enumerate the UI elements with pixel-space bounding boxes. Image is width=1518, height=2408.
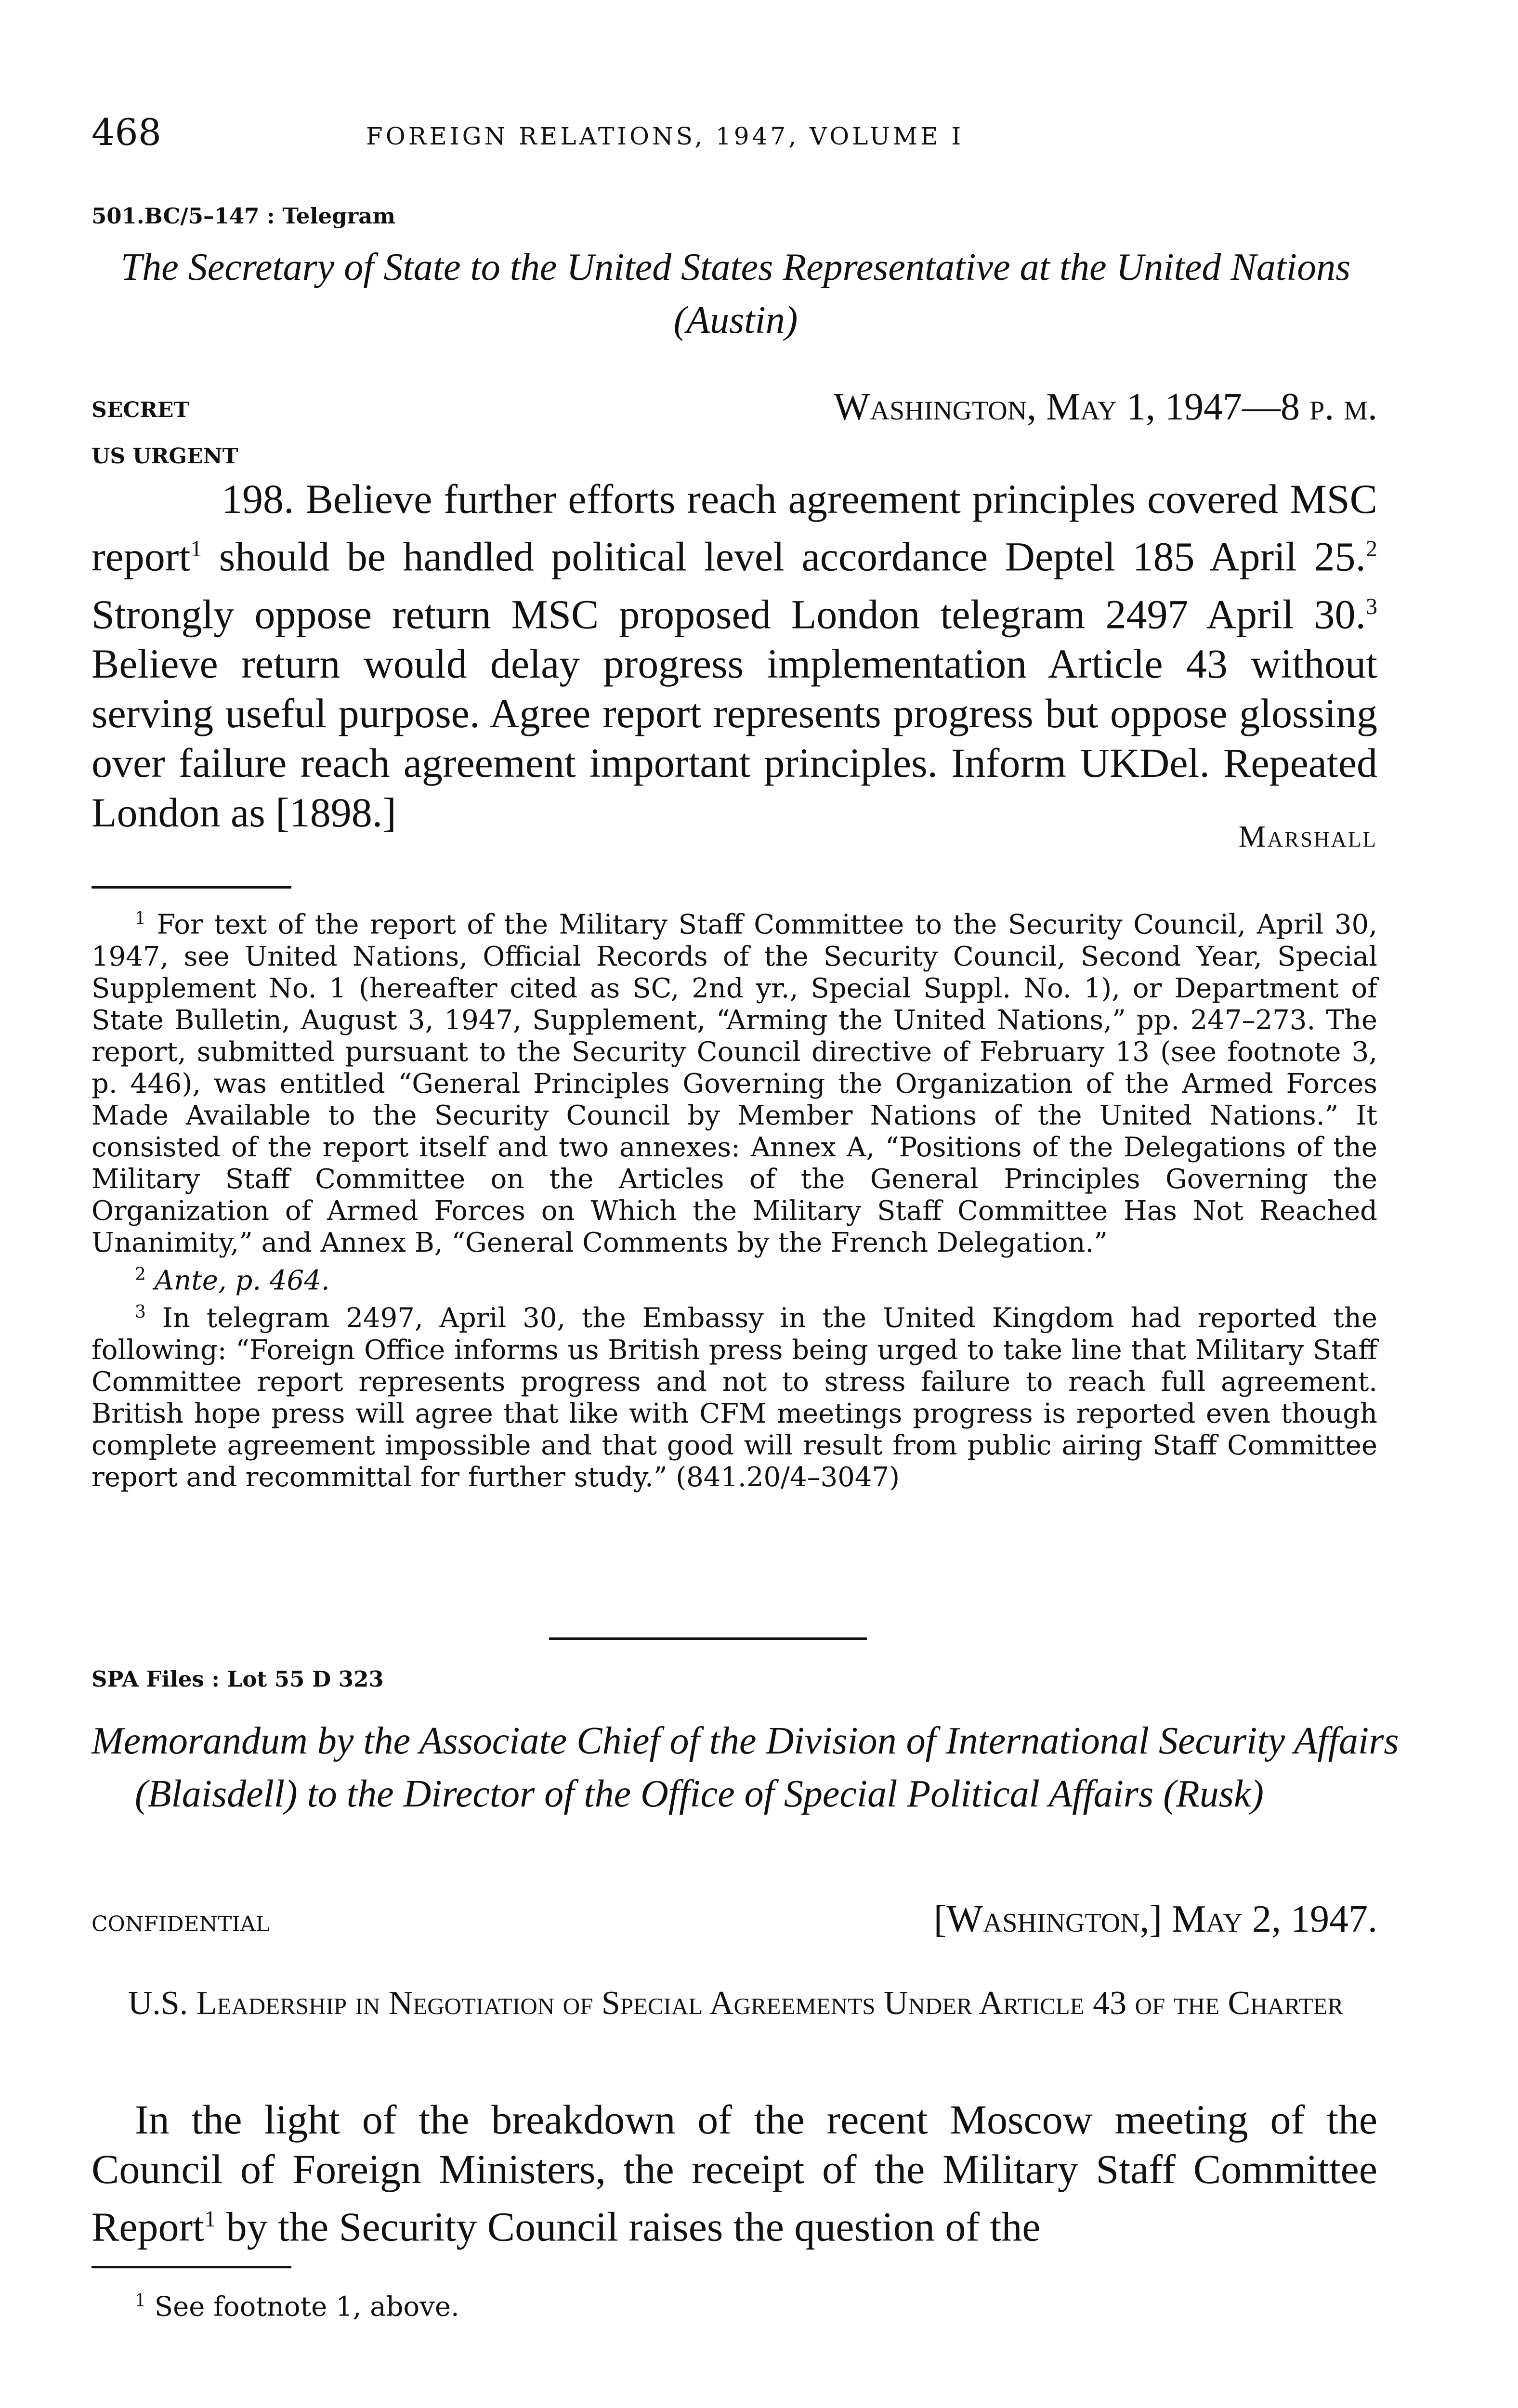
footnote-divider (92, 886, 291, 889)
footnote-2-number: 2 (135, 1264, 146, 1284)
footnote-3 (92, 1296, 1377, 1493)
doc2-footnote-ref-1: 1 (204, 2206, 216, 2232)
doc2-footnote-divider (92, 2266, 291, 2268)
doc1-signature: Marshall (1238, 819, 1377, 853)
doc2-footnotes (92, 2285, 1377, 2323)
page-number: 468 (92, 111, 162, 154)
footnote-3-text: In telegram 2497, April 30, the Embassy in the United Kingdom had reported the following: “Foreign Office informs us British press being urged to take line that Military Staff Committee report represents progress and not to stress failure to reach full agreement. British hope press will agree that like with CFM meetings progress is reported even though complete agreement impossible and that good will result from public airing Staff Committee report and recommittal for further study.” (841.20/4–3047) (92, 1302, 1377, 1493)
footnote-1-text: For text of the report of the Military Staff Committee to the Security Council, April 30, 1947, see United Nations, Official Records of the Security Council, Second Year, Special Supplement No. 1 (hereafter cited as SC, 2nd yr., Special Suppl. No. 1), or Department of State Bulletin, August 3, 1947, Supplement, “Arming the United Nations,” pp. 247–273. The report, submitted pursuant to the Security Council directive of February 13 (see footnote 3, p. 446), was entitled “General Principles Governing the Organization of the Armed Forces Made Available to the Security Council by Member Nations of the United Nations.” It consisted of the report itself and two annexes: Annex A, “Positions of the Delegations of the Military Staff Committee on the Articles of the General Principles Governing the Organization of Armed Forces on Which the Military Staff Committee Has Not Reached Unanimity,” and Annex B, “General Comments by the French Delegation.” (92, 909, 1377, 1258)
doc1-classification: SECRET (92, 398, 190, 422)
running-title: FOREIGN RELATIONS, 1947, VOLUME I (366, 122, 964, 150)
doc2-body-text-2: by the Security Council raises the question of the (216, 2203, 1041, 2250)
footnote-3-number: 3 (135, 1302, 146, 1322)
footnote-1-number: 1 (135, 909, 146, 929)
doc1-body-text-3: Strongly oppose return MSC proposed London telegram 2497 April 30. (92, 591, 1366, 638)
doc2-title: Memorandum by the Associate Chief of the Division of International Security Affairs (Blaisdell) to the Director of the Office of Special Political Affairs (Rusk) (92, 1720, 1399, 1815)
doc1-file-reference: 501.BC/5–147 : Telegram (92, 203, 396, 229)
doc2-dateline: [Washington,] May 2, 1947. (933, 1898, 1377, 1940)
footnote-1 (92, 903, 1377, 1259)
doc2-footnote-1-number: 1 (135, 2291, 146, 2311)
doc2-subject-heading: U.S. Leadership in Negotiation of Special Agreements Under Article 43 of the Charter (128, 1985, 1344, 2022)
doc1-priority: US URGENT (92, 444, 238, 469)
footnote-2 (92, 1259, 1377, 1297)
footnote-ref-2: 2 (1366, 536, 1377, 562)
doc2-footnote-1 (92, 2285, 1377, 2323)
doc2-file-reference: SPA Files : Lot 55 D 323 (92, 1666, 384, 1692)
doc1-body (92, 474, 1377, 838)
doc1-dateline: Washington, May 1, 1947—8 p. m. (834, 386, 1377, 428)
doc2-classification: CONFIDENTIAL (92, 1912, 270, 1937)
doc2-body-text-1: In the light of the breakdown of the recent Moscow meeting of the Council of Foreign Ministers, the receipt of the Military Staff Committee Report (92, 2096, 1377, 2250)
footnote-ref-3: 3 (1366, 593, 1377, 619)
section-divider (549, 1637, 867, 1640)
footnote-ref-1: 1 (190, 536, 202, 562)
doc2-body (92, 2095, 1377, 2252)
doc1-body-text-2: should be handled political level accordance Deptel 185 April 25. (202, 533, 1366, 580)
doc1-body-text-4: Believe return would delay progress implementation Article 43 without serving useful purpose. Agree report represents progress but oppose glossing over failure reach agreement important principles. Inform UKDel. Repeated London as [1898.] (92, 641, 1377, 836)
doc1-footnotes (92, 903, 1377, 1493)
doc1-title: The Secretary of State to the United States Representative at the United Nations (Austin) (120, 246, 1351, 341)
footnote-2-text: Ante, p. 464. (154, 1265, 330, 1296)
doc1-body-text-1: 198. Believe further efforts reach agreement principles covered MSC report (92, 476, 1377, 580)
doc2-footnote-1-text: See footnote 1, above. (154, 2291, 459, 2323)
